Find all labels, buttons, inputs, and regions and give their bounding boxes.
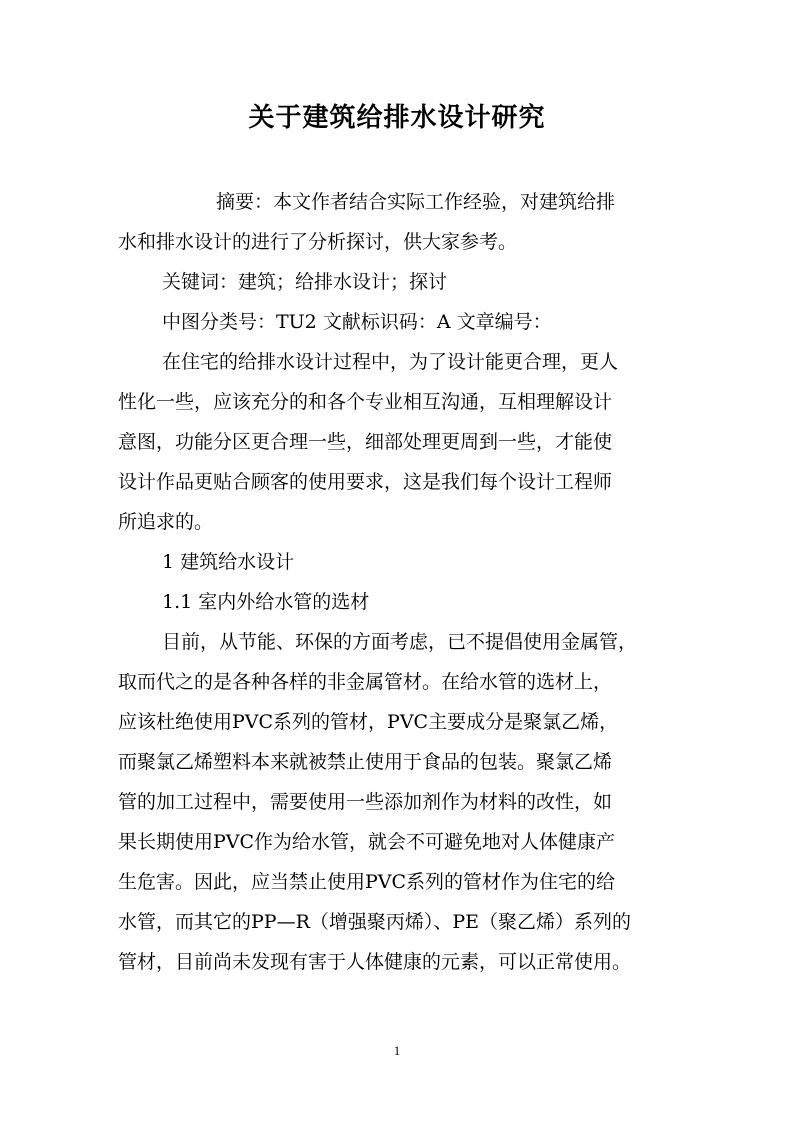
abstract-line-1: 摘要：本文作者结合实际工作经验，对建筑给排 xyxy=(216,191,616,213)
document-body xyxy=(118,182,680,982)
document-title: 关于建筑给排水设计研究 xyxy=(248,103,546,133)
section-paragraph-line-2: 取而代之的是各种各样的非金属管材。在给水管的选材上， xyxy=(118,671,613,693)
keywords-line: 关键词：建筑；给排水设计；探讨 xyxy=(162,271,448,293)
section-paragraph-line-4: 而聚氯乙烯塑料本来就被禁止使用于食品的包装。聚氯乙烯 xyxy=(118,751,613,773)
section-paragraph-line-7: 生危害。因此，应当禁止使用PVC系列的管材作为住宅的给 xyxy=(118,871,616,893)
section-paragraph-line-9: 管材，目前尚未发现有害于人体健康的元素，可以正常使用。 xyxy=(118,951,632,973)
intro-paragraph-line-4: 设计作品更贴合顾客的使用要求，这是我们每个设计工程师 xyxy=(118,471,613,493)
section-paragraph-line-6: 果长期使用PVC作为给水管，就会不可避免地对人体健康产 xyxy=(118,831,616,853)
section-paragraph-line-5: 管的加工过程中，需要使用一些添加剂作为材料的改性，如 xyxy=(118,791,613,813)
intro-paragraph-line-5: 所追求的。 xyxy=(118,511,214,533)
intro-paragraph-line-2: 性化一些，应该充分的和各个专业相互沟通，互相理解设计 xyxy=(118,391,613,413)
classification-line: 中图分类号：TU2 文献标识码：A 文章编号： xyxy=(162,311,552,333)
page-number: 1 xyxy=(393,1043,401,1058)
abstract-line-2: 水和排水设计的进行了分析探讨，供大家参考。 xyxy=(118,231,518,253)
section-paragraph-line-1: 目前，从节能、环保的方面考虑，已不提倡使用金属管， xyxy=(162,631,638,653)
section-heading-1: 1 建筑给水设计 xyxy=(162,551,295,573)
section-paragraph-line-3: 应该杜绝使用PVC系列的管材，PVC主要成分是聚氯乙烯， xyxy=(118,711,619,733)
intro-paragraph-line-1: 在住宅的给排水设计过程中，为了设计能更合理，更人 xyxy=(162,351,619,373)
subsection-heading-1-1: 1.1 室内外给水管的选材 xyxy=(162,591,370,613)
intro-paragraph-line-3: 意图，功能分区更合理一些，细部处理更周到一些，才能使 xyxy=(118,431,613,453)
section-paragraph-line-8: 水管，而其它的PP—R（增强聚丙烯）、PE（聚乙烯）系列的 xyxy=(118,911,632,933)
